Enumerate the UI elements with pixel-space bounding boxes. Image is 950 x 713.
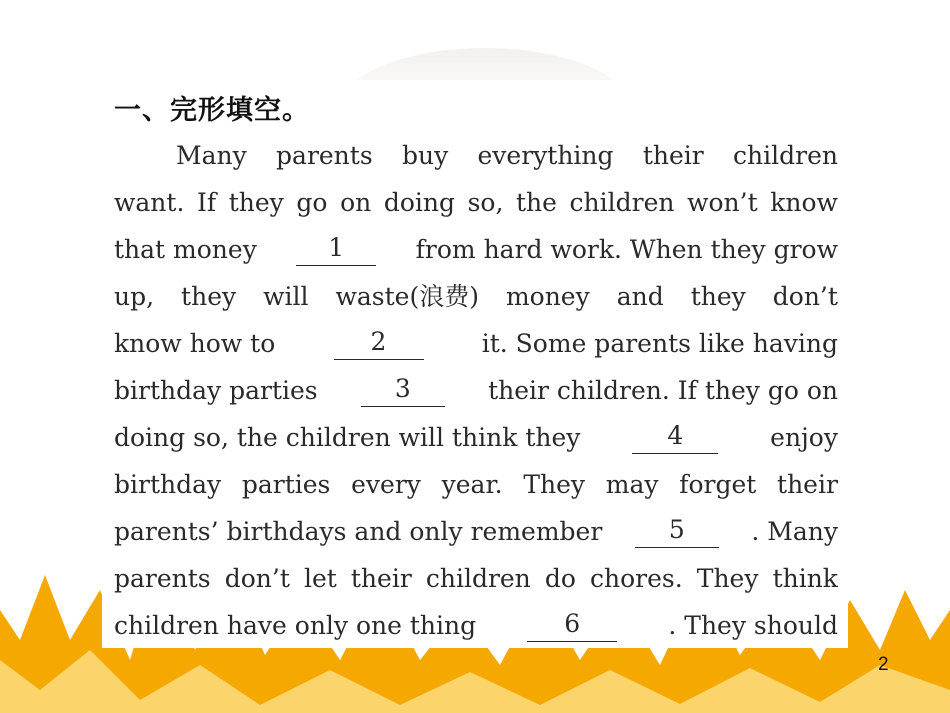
passage-word: on — [340, 188, 372, 217]
passage-line — [114, 420, 838, 456]
passage-word: everything — [477, 141, 614, 170]
passage-word: want. — [114, 188, 185, 217]
passage-text: children have only one thing — [114, 611, 477, 640]
blank-4[interactable]: 4 — [632, 420, 718, 454]
passage-line — [114, 514, 838, 550]
passage-line — [114, 373, 838, 409]
passage-word: don’t — [772, 282, 838, 311]
passage-line — [114, 467, 838, 503]
passage-word: they — [690, 282, 746, 311]
passage-line — [114, 232, 838, 268]
passage-word: their — [642, 141, 704, 170]
passage-text: . They should — [668, 611, 838, 640]
passage-text: . Many — [751, 517, 838, 546]
passage-word: up, — [114, 282, 155, 311]
passage-word: birthday — [114, 470, 222, 499]
blank-5[interactable]: 5 — [635, 514, 719, 548]
passage-word: buy — [401, 141, 449, 170]
passage-word: forget — [679, 470, 757, 499]
passage-line — [114, 608, 838, 644]
passage-line — [114, 326, 838, 362]
passage-word: may — [605, 470, 659, 499]
passage-word: their — [350, 564, 412, 593]
passage-word: If — [197, 188, 217, 217]
passage-line — [114, 185, 838, 221]
passage-word: so, — [467, 188, 504, 217]
passage-word: do — [544, 564, 576, 593]
passage-word: parents — [114, 564, 211, 593]
passage-word: the — [515, 188, 557, 217]
passage-word: parties — [241, 470, 331, 499]
passage-text: that money — [114, 235, 257, 264]
passage-word: they — [181, 282, 237, 311]
passage-text: doing so, the children will think they — [114, 423, 581, 452]
passage-text: birthday parties — [114, 376, 318, 405]
passage-word: waste(浪费) — [335, 282, 479, 311]
passage-word: They — [696, 564, 759, 593]
blank-1[interactable]: 1 — [296, 232, 376, 266]
passage-line — [114, 561, 838, 597]
passage-word: every — [351, 470, 421, 499]
passage-line — [114, 138, 838, 174]
passage-word: money — [505, 282, 590, 311]
passage-word: They — [523, 470, 586, 499]
passage-word: doing — [383, 188, 455, 217]
passage-text: know how to — [114, 329, 276, 358]
passage-text: enjoy — [770, 423, 838, 452]
passage-word: year. — [441, 470, 503, 499]
passage-word: chores. — [590, 564, 683, 593]
passage-word: parents — [276, 141, 373, 170]
blank-3[interactable]: 3 — [361, 373, 445, 407]
passage-text: it. Some parents like having — [481, 329, 838, 358]
passage-word: their — [777, 470, 838, 499]
passage-word: will — [263, 282, 309, 311]
passage-word: won’t — [687, 188, 758, 217]
passage-word: go — [296, 188, 328, 217]
passage-word: know — [770, 188, 838, 217]
passage-text: from hard work. When they grow — [415, 235, 838, 264]
blank-2[interactable]: 2 — [334, 326, 424, 360]
section-heading: 一、完形填空。 — [114, 95, 310, 126]
page-number: 2 — [878, 654, 889, 675]
passage-word: think — [772, 564, 838, 593]
passage-word: children — [733, 141, 838, 170]
passage-text: parents’ birthdays and only remember — [114, 517, 603, 546]
passage-word: they — [228, 188, 284, 217]
passage-word: don’t — [224, 564, 290, 593]
passage-word: let — [303, 564, 337, 593]
passage-word: children — [425, 564, 531, 593]
passage-line — [114, 279, 838, 315]
blank-6[interactable]: 6 — [527, 608, 617, 642]
passage-word: and — [616, 282, 664, 311]
passage-text: their children. If they go on — [488, 376, 838, 405]
passage-word: children — [569, 188, 675, 217]
passage-word: Many — [176, 141, 247, 170]
